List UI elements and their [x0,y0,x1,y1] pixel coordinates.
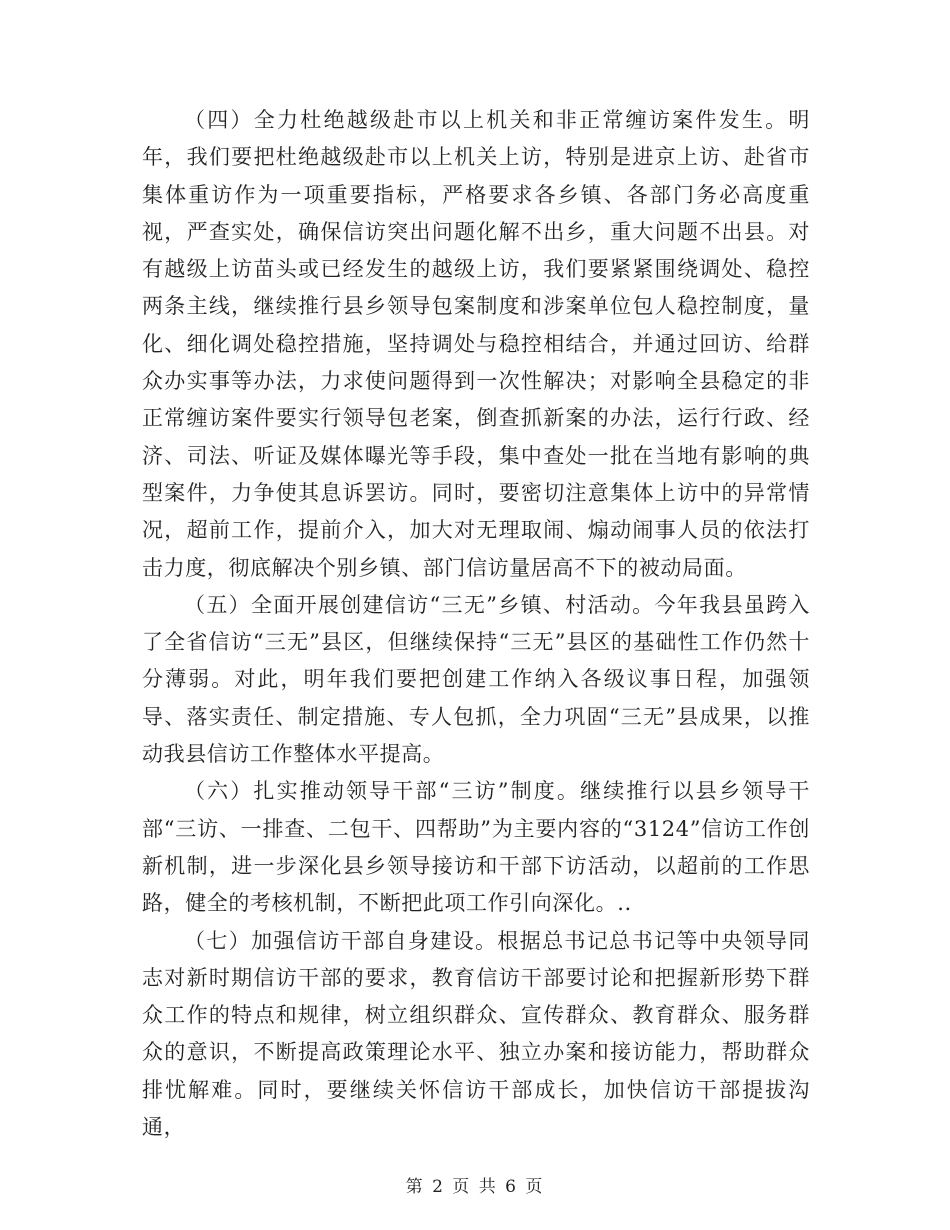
paragraph-section-5: （五）全面开展创建信访“三无”乡镇、村活动。今年我县虽跨入了全省信访“三无”县区，但继续保持“三无”县区的基础性工作仍然十分薄弱。对此，明年我们要把创建工作纳入各级议事日程，加强领导、落实责任、制定措施、专人包抓，全力巩固“三无”县成果，以推动我县信访工作整体水平提高。 [142,592,810,767]
paragraph-section-4: （四）全力杜绝越级赴市以上机关和非正常缠访案件发生。明年，我们要把杜绝越级赴市以上机关上访，特别是进京上访、赴省市集体重访作为一项重要指标，严格要求各乡镇、各部门务必高度重视，严查实处，确保信访突出问题化解不出乡，重大问题不出县。对有越级上访苗头或已经发生的越级上访，我们要紧紧围绕调处、稳控两条主线，继续推行县乡领导包案制度和涉案单位包人稳控制度，量化、细化调处稳控措施，坚持调处与稳控相结合，并通过回访、给群众办实事等办法，力求使问题得到一次性解决；对影响全县稳定的非正常缠访案件要实行领导包老案，倒查抓新案的办法，运行行政、经济、司法、听证及媒体曝光等手段，集中查处一批在当地有影响的典型案件，力争使其息诉罢访。同时，要密切注意集体上访中的异常情况，超前工作，提前介入，加大对无理取闹、煽动闹事人员的依法打击力度，彻底解决个别乡镇、部门信访量居高不下的被动局面。 [142,108,810,580]
paragraph-section-6: （六）扎实推动领导干部“三访”制度。继续推行以县乡领导干部“三访、一排查、二包干、四帮助”为主要内容的“3124”信访工作创新机制，进一步深化县乡领导接访和干部下访活动，以超前的工作思路，健全的考核机制，不断把此项工作引向深化。.. [142,779,810,916]
document-body [142,102,810,1146]
paragraph-section-7: （七）加强信访干部自身建设。根据总书记总书记等中央领导同志对新时期信访干部的要求，教育信访干部要讨论和把握新形势下群众工作的特点和规律，树立组织群众、宣传群众、教育群众、服务群众的意识，不断提高政策理论水平、独立办案和接访能力，帮助群众排忧解难。同时，要继续关怀信访干部成长，加快信访干部提拔沟通， [142,928,810,1140]
page-number-footer: 第 2 页 共 6 页 [405,1177,545,1197]
